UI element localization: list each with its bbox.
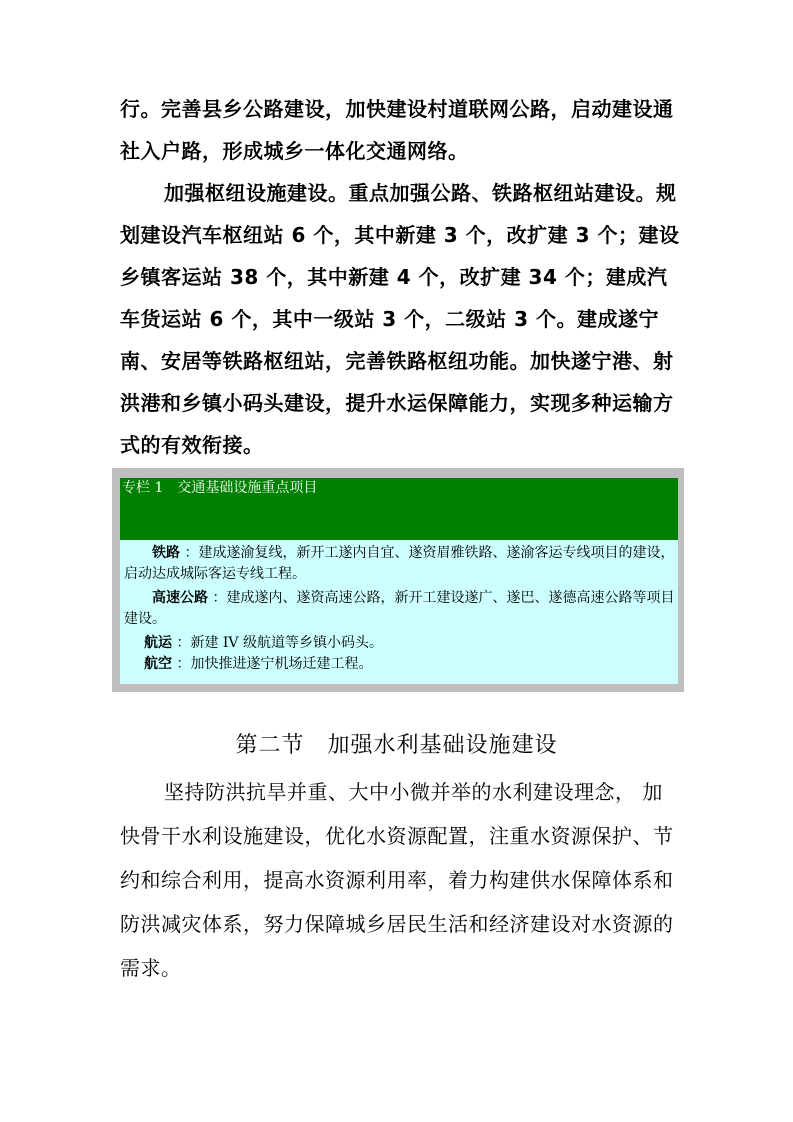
paragraph-rural-roads: 行。完善县乡公路建设，加快建设村道联网公路，启动建设通社入户路，形成城乡一体化交通网络。 xyxy=(120,97,674,163)
feature-item-expressway xyxy=(124,588,676,630)
feature-box-body xyxy=(120,540,678,684)
item-separator: ： xyxy=(180,545,199,561)
item-label: 航空 xyxy=(144,656,172,672)
item-label: 高速公路 xyxy=(152,590,208,606)
feature-item-railway xyxy=(124,543,676,585)
item-text: 建成遂内、遂资高速公路，新开工建设遂广、遂巴、遂德高速公路等项目建设。 xyxy=(124,590,675,627)
feature-item-shipping xyxy=(124,633,676,654)
item-text: 加快推进遂宁机场迁建工程。 xyxy=(190,656,373,672)
item-text: 新建 IV 级航道等乡镇小码头。 xyxy=(190,635,383,651)
item-separator: ： xyxy=(172,656,191,672)
item-label: 铁路 xyxy=(152,545,180,561)
feature-box-title: 专栏 1 交通基础设施重点项目 xyxy=(122,480,318,496)
item-label: 航运 xyxy=(144,635,172,651)
feature-box-header xyxy=(120,478,678,540)
item-separator: ： xyxy=(208,590,227,606)
feature-item-aviation xyxy=(124,654,676,675)
item-separator: ： xyxy=(172,635,191,651)
section-title: 第二节 加强水利基础设施建设 xyxy=(235,733,558,758)
paragraph-hub-facilities: 加强枢纽设施建设。重点加强公路、铁路枢纽站建设。规划建设汽车枢纽站 6 个，其中新建 3 个，改扩建 3 个；建设乡镇客运站 38 个，其中新建 4 个，改扩建 34 个；建成汽车货运站 6 个，其中一级站 3 个，二级站 3 个。建成遂宁南、安居等铁路枢纽站，完善铁路枢纽功能。加快遂宁港、射洪港和乡镇小码头建设，提升水运保障能力，实现多种运输方式的有效衔接。 xyxy=(120,181,680,457)
item-text: 建成遂渝复线，新开工遂内自宜、遂资眉雅铁路、遂渝客运专线项目的建设，启动达成城际客运专线工程。 xyxy=(124,545,675,582)
feature-box xyxy=(112,468,684,692)
paragraph-water-conservancy: 坚持防洪抗旱并重、大中小微并举的水利建设理念， 加快骨干水利设施建设，优化水资源配置，注重水资源保护、节约和综合利用，提高水资源利用率，着力构建供水保障体系和防洪减灾体系，努力保障城乡居民生活和经济建设对水资源的需求。 xyxy=(120,780,674,980)
